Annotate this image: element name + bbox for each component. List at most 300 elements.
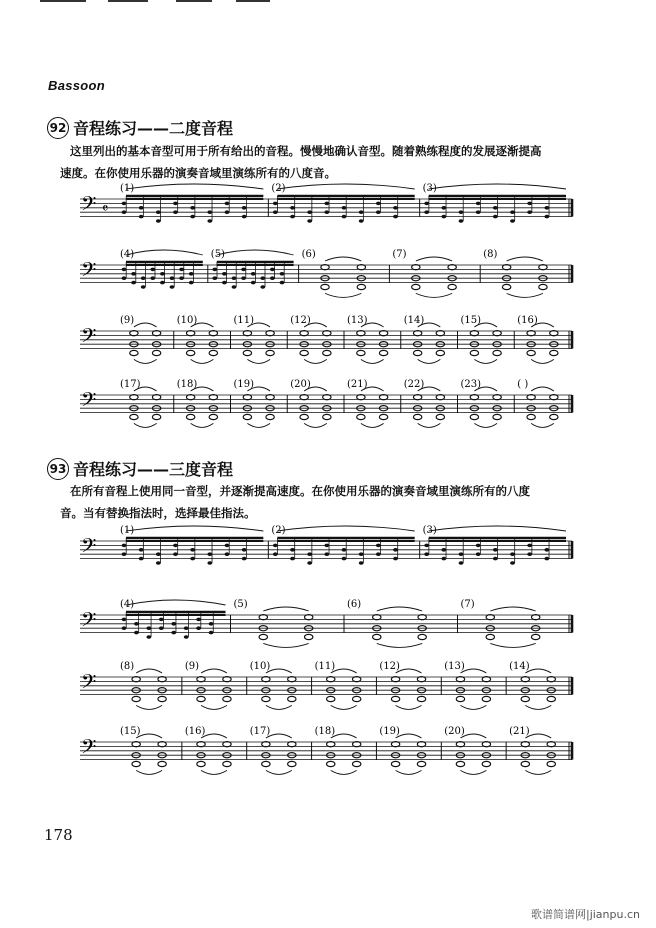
- note-head: [171, 622, 176, 626]
- exercise-number: (8): [120, 661, 135, 672]
- slur: [474, 359, 497, 363]
- staff-system-92-1: [0, 178, 656, 238]
- slur: [126, 600, 226, 605]
- note-head: [424, 202, 429, 206]
- note-head: [156, 219, 161, 223]
- slur: [507, 293, 543, 297]
- watermark: 歌谱简谱网|jianpu.cn: [530, 908, 640, 921]
- whole-note: [327, 696, 335, 701]
- whole-note: [197, 696, 205, 701]
- slur: [531, 387, 554, 391]
- whole-note: [152, 414, 160, 419]
- whole-note: [262, 696, 270, 701]
- slur: [460, 770, 486, 774]
- note-head: [324, 210, 329, 214]
- whole-note: [493, 350, 501, 355]
- intro-line: 在所有音程上使用同一音型，并逐渐提高速度。在你使用乐器的演奏音域里演练所有的八度: [70, 484, 530, 498]
- note-head: [209, 631, 214, 635]
- note-head: [280, 281, 285, 285]
- note-head: [159, 626, 164, 630]
- slur: [136, 705, 162, 709]
- whole-note: [158, 761, 166, 766]
- slur: [325, 257, 361, 261]
- note-head: [242, 215, 247, 219]
- slur: [331, 770, 357, 774]
- whole-note: [321, 284, 329, 289]
- slur: [507, 257, 543, 261]
- bass-clef: 𝄢: [81, 735, 97, 764]
- note-head: [544, 548, 549, 552]
- slur: [217, 250, 294, 255]
- whole-note: [357, 350, 365, 355]
- note-head: [493, 215, 498, 219]
- whole-note: [379, 350, 387, 355]
- note-head: [270, 276, 275, 280]
- note-head: [459, 561, 464, 565]
- note-head: [122, 202, 127, 206]
- note-head: [290, 557, 295, 561]
- whole-note: [132, 696, 140, 701]
- exercise-number: (6): [301, 249, 316, 260]
- slur: [134, 323, 157, 327]
- whole-note: [323, 350, 331, 355]
- exercise-number: (11): [233, 315, 255, 326]
- whole-note: [391, 761, 399, 766]
- slur: [126, 250, 203, 255]
- slur: [525, 705, 551, 709]
- bass-clef: 𝄢: [81, 670, 97, 699]
- slur: [136, 770, 162, 774]
- exercise-number: (15): [460, 315, 482, 326]
- note-head: [510, 552, 515, 556]
- note-head: [393, 548, 398, 552]
- slur: [474, 423, 497, 427]
- note-head: [212, 268, 217, 272]
- slur: [361, 423, 384, 427]
- slur: [418, 423, 441, 427]
- exercise-number: (8): [483, 249, 498, 260]
- note-head: [359, 219, 364, 223]
- note-head: [376, 210, 381, 214]
- whole-note: [527, 414, 535, 419]
- note-head: [190, 548, 195, 552]
- staff-system-93-4: [0, 718, 656, 784]
- note-head: [150, 268, 155, 272]
- whole-note: [223, 696, 231, 701]
- exercise-number: (7): [460, 599, 475, 610]
- note-head: [131, 272, 136, 276]
- note-head: [527, 544, 532, 548]
- note-head: [510, 561, 515, 565]
- whole-note: [456, 696, 464, 701]
- note-head: [342, 215, 347, 219]
- slur: [201, 669, 227, 673]
- slur: [325, 293, 361, 297]
- slur: [134, 359, 157, 363]
- section-title: 音程练习——二度音程: [73, 119, 234, 138]
- note-head: [424, 544, 429, 548]
- exercise-number: (16): [184, 726, 206, 737]
- slur: [266, 770, 292, 774]
- slur: [134, 423, 157, 427]
- note-head: [544, 215, 549, 219]
- whole-note: [158, 696, 166, 701]
- note-head: [273, 544, 278, 548]
- slur: [429, 184, 566, 189]
- note-head: [160, 281, 165, 285]
- note-head: [493, 548, 498, 552]
- note-head: [307, 210, 312, 214]
- whole-note: [539, 284, 547, 289]
- note-head: [173, 544, 178, 548]
- note-head: [122, 626, 127, 630]
- note-head: [441, 206, 446, 210]
- note-head: [459, 552, 464, 556]
- exercise-number: (6): [347, 599, 362, 610]
- slur: [126, 526, 263, 531]
- exercise-number: (21): [509, 726, 530, 737]
- note-head: [441, 557, 446, 561]
- note-head: [241, 268, 246, 272]
- note-head: [225, 202, 230, 206]
- whole-note: [547, 761, 555, 766]
- note-head: [173, 202, 178, 206]
- note-head: [189, 281, 194, 285]
- whole-note: [300, 414, 308, 419]
- exercise-number: (20): [444, 726, 465, 737]
- slur: [416, 257, 452, 261]
- whole-note: [482, 696, 490, 701]
- slur: [263, 607, 308, 611]
- whole-note: [223, 761, 231, 766]
- note-head: [260, 276, 265, 280]
- note-head: [173, 210, 178, 214]
- whole-note: [413, 414, 421, 419]
- page-edge-mark: [108, 0, 148, 2]
- exercise-number: (3): [422, 183, 437, 194]
- slur: [418, 359, 441, 363]
- note-head: [273, 552, 278, 556]
- note-head: [273, 202, 278, 206]
- intro-line: 速度。在你使用乐器的演奏音域里演练所有的八度音。: [60, 166, 336, 180]
- slur: [490, 607, 535, 611]
- note-head: [122, 618, 127, 622]
- whole-note: [323, 414, 331, 419]
- whole-note: [327, 761, 335, 766]
- exercise-number: (17): [120, 379, 141, 390]
- slur: [331, 705, 357, 709]
- note-head: [156, 552, 161, 556]
- note-head: [122, 544, 127, 548]
- staff-system-92-3: [0, 310, 656, 370]
- section-92-title-row: [47, 116, 233, 139]
- note-head: [359, 210, 364, 214]
- note-head: [222, 272, 227, 276]
- note-head: [184, 626, 189, 630]
- note-head: [307, 552, 312, 556]
- note-head: [156, 210, 161, 214]
- slur: [201, 705, 227, 709]
- whole-note: [262, 761, 270, 766]
- whole-note: [531, 634, 539, 639]
- whole-note: [352, 761, 360, 766]
- whole-note: [197, 761, 205, 766]
- note-head: [476, 202, 481, 206]
- exercise-number: (4): [120, 599, 135, 610]
- whole-note: [209, 414, 217, 419]
- note-head: [242, 557, 247, 561]
- whole-note: [357, 414, 365, 419]
- note-head: [459, 219, 464, 223]
- note-head: [393, 557, 398, 561]
- note-head: [207, 210, 212, 214]
- instrument-header: Bassoon: [48, 78, 106, 93]
- whole-note: [266, 350, 274, 355]
- exercise-number: (22): [403, 379, 425, 390]
- whole-note: [417, 696, 425, 701]
- exercise-number: (10): [176, 315, 198, 326]
- note-head: [510, 219, 515, 223]
- staff-system-93-3: [0, 656, 656, 716]
- whole-note: [470, 414, 478, 419]
- exercise-number: (12): [290, 315, 311, 326]
- exercise-number: (4): [120, 249, 135, 260]
- slur: [416, 293, 452, 297]
- bass-clef: 𝄢: [81, 388, 97, 417]
- whole-note: [288, 696, 296, 701]
- whole-note: [152, 350, 160, 355]
- note-head: [122, 210, 127, 214]
- exercise-number: (13): [347, 315, 368, 326]
- note-head: [424, 552, 429, 556]
- note-head: [146, 635, 151, 639]
- staff-system-93-2: [0, 594, 656, 654]
- whole-note: [132, 761, 140, 766]
- note-head: [222, 281, 227, 285]
- bass-clef: 𝄢: [81, 534, 97, 563]
- note-head: [280, 272, 285, 276]
- note-head: [376, 552, 381, 556]
- note-head: [150, 276, 155, 280]
- section-number-badge: 93: [47, 458, 69, 480]
- note-head: [207, 561, 212, 565]
- note-head: [342, 206, 347, 210]
- slur: [277, 184, 414, 189]
- note-head: [170, 285, 175, 289]
- note-head: [141, 276, 146, 280]
- note-head: [270, 268, 275, 272]
- slur: [396, 705, 422, 709]
- note-head: [170, 276, 175, 280]
- note-head: [139, 548, 144, 552]
- exercise-number: (14): [403, 315, 425, 326]
- exercise-number: (20): [290, 379, 311, 390]
- whole-note: [379, 414, 387, 419]
- slur: [377, 643, 422, 647]
- whole-note: [412, 284, 420, 289]
- whole-note: [456, 761, 464, 766]
- note-head: [232, 276, 237, 280]
- exercise-number: (21): [347, 379, 368, 390]
- whole-note: [493, 414, 501, 419]
- page-edge-mark: [236, 0, 270, 2]
- note-head: [476, 552, 481, 556]
- slur: [263, 643, 308, 647]
- note-head: [493, 206, 498, 210]
- slur: [525, 770, 551, 774]
- note-head: [424, 210, 429, 214]
- note-head: [290, 206, 295, 210]
- exercise-number: (5): [233, 599, 248, 610]
- note-head: [156, 561, 161, 565]
- whole-note: [521, 696, 529, 701]
- note-head: [251, 281, 256, 285]
- staff-system-93-1: [0, 518, 656, 582]
- note-head: [190, 206, 195, 210]
- slur: [531, 423, 554, 427]
- slur: [126, 184, 263, 189]
- note-head: [324, 202, 329, 206]
- slur: [304, 359, 327, 363]
- whole-note: [130, 350, 138, 355]
- note-head: [527, 210, 532, 214]
- note-head: [232, 285, 237, 289]
- note-head: [190, 215, 195, 219]
- whole-note: [130, 414, 138, 419]
- exercise-number: (12): [379, 661, 400, 672]
- note-head: [544, 206, 549, 210]
- note-head: [459, 210, 464, 214]
- note-head: [134, 622, 139, 626]
- note-head: [242, 548, 247, 552]
- whole-note: [417, 761, 425, 766]
- whole-note: [413, 350, 421, 355]
- note-head: [307, 561, 312, 565]
- whole-note: [304, 634, 312, 639]
- note-head: [207, 219, 212, 223]
- note-head: [225, 544, 230, 548]
- exercise-number: (7): [392, 249, 407, 260]
- note-head: [260, 285, 265, 289]
- slur: [277, 526, 414, 531]
- whole-note: [186, 414, 194, 419]
- note-head: [290, 215, 295, 219]
- note-head: [225, 210, 230, 214]
- slur: [191, 359, 214, 363]
- slur: [191, 423, 214, 427]
- note-head: [544, 557, 549, 561]
- section-title: 音程练习——三度音程: [73, 460, 234, 479]
- bass-clef: 𝄢: [81, 192, 97, 221]
- whole-note: [436, 414, 444, 419]
- bass-clef: 𝄢: [81, 608, 97, 637]
- exercise-number: (10): [249, 661, 271, 672]
- note-head: [139, 557, 144, 561]
- note-head: [141, 285, 146, 289]
- page-edge-mark: [40, 0, 86, 2]
- exercise-number: (2): [271, 525, 286, 536]
- slur: [304, 423, 327, 427]
- note-head: [510, 210, 515, 214]
- note-head: [273, 210, 278, 214]
- exercise-number: (1): [120, 525, 135, 536]
- note-head: [209, 622, 214, 626]
- note-head: [376, 544, 381, 548]
- note-head: [196, 626, 201, 630]
- note-head: [242, 206, 247, 210]
- note-head: [324, 552, 329, 556]
- exercise-number: (2): [271, 183, 286, 194]
- exercise-number: (9): [184, 661, 200, 672]
- note-head: [212, 276, 217, 280]
- whole-note: [259, 634, 267, 639]
- note-head: [527, 202, 532, 206]
- note-head: [376, 202, 381, 206]
- note-head: [139, 215, 144, 219]
- section-number-badge: 92: [47, 117, 69, 139]
- note-head: [441, 548, 446, 552]
- note-head: [122, 552, 127, 556]
- time-signature: 𝄴: [102, 201, 109, 218]
- whole-note: [550, 414, 558, 419]
- exercise-number: (14): [509, 661, 530, 672]
- slur: [460, 705, 486, 709]
- staff-system-92-2: [0, 244, 656, 304]
- exercise-number: (17): [249, 726, 271, 737]
- slur: [429, 526, 566, 531]
- note-head: [342, 557, 347, 561]
- exercise-number: (19): [379, 726, 400, 737]
- whole-note: [352, 696, 360, 701]
- note-head: [393, 206, 398, 210]
- note-head: [184, 635, 189, 639]
- whole-note: [527, 350, 535, 355]
- slur: [201, 770, 227, 774]
- whole-note: [448, 284, 456, 289]
- whole-note: [418, 634, 426, 639]
- page-edge-mark: [176, 0, 212, 2]
- note-head: [493, 557, 498, 561]
- note-head: [134, 631, 139, 635]
- intro-line: 这里列出的基本音型可用于所有给出的音程。慢慢地确认音型。随着熟练程度的发展逐渐提高: [70, 144, 542, 158]
- note-head: [342, 548, 347, 552]
- note-head: [179, 268, 184, 272]
- whole-note: [550, 350, 558, 355]
- note-head: [122, 268, 127, 272]
- note-head: [131, 281, 136, 285]
- note-head: [225, 552, 230, 556]
- slur: [490, 643, 535, 647]
- intro-line: 音。当有替换指法时，选择最佳指法。: [60, 506, 256, 520]
- exercise-number: (5): [210, 249, 225, 260]
- note-head: [441, 215, 446, 219]
- whole-note: [243, 414, 251, 419]
- whole-note: [486, 634, 494, 639]
- exercise-number: (3): [422, 525, 437, 536]
- whole-note: [243, 350, 251, 355]
- note-head: [359, 561, 364, 565]
- slur: [396, 770, 422, 774]
- note-head: [393, 215, 398, 219]
- whole-note: [288, 761, 296, 766]
- note-head: [171, 631, 176, 635]
- section-93-title-row: [47, 457, 233, 480]
- exercise-number: (19): [233, 379, 255, 390]
- whole-note: [357, 284, 365, 289]
- exercise-number: (1): [120, 183, 135, 194]
- bass-clef: 𝄢: [81, 324, 97, 353]
- note-head: [241, 276, 246, 280]
